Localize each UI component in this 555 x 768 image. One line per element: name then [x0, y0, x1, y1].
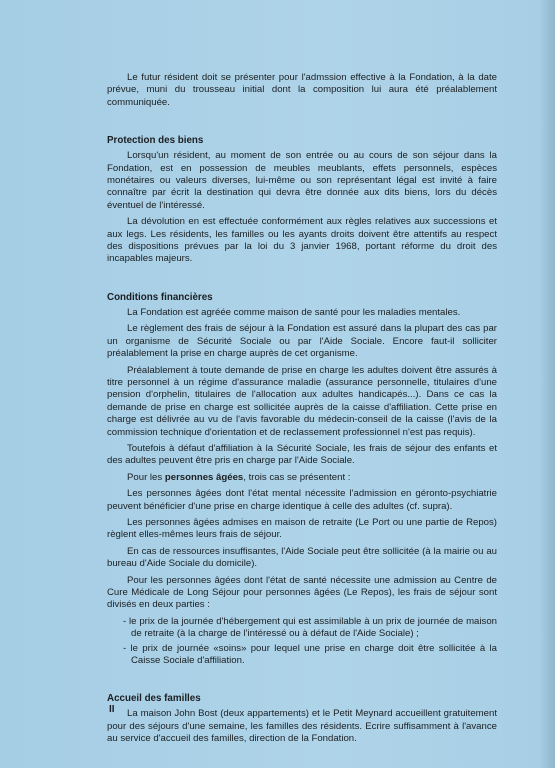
- text-span: Pour les: [127, 471, 165, 483]
- emphasis-personnes-agees: personnes âgées: [164, 471, 244, 483]
- conditions-paragraph-6: Les personnes âgées dont l'état mental nécessite l'admission en géronto-psychiatrie peuvent bénéficier d'une prise en charge identique à celle des adultes (cf. supra).: [107, 488, 497, 512]
- conditions-paragraph-9: Pour les personnes âgées dont l'état de santé nécessite une admission au Centre de Cure Médicale de Long Séjour pour personnes âgées (Le Repos), les frais de séjour sont divisés en deux parties :: [107, 574, 497, 611]
- conditions-paragraph-2: Le règlement des frais de séjour à la Fondation est assuré dans la plupart des cas par un organisme de Sécurité Sociale ou par l'Aide Sociale. Encore faut-il solliciter préalablement la prise en charge auprès de cet organisme.: [107, 323, 497, 360]
- spacer: [107, 671, 497, 693]
- fee-parts-list: [123, 616, 497, 668]
- section-title-accueil: Accueil des familles: [107, 693, 201, 705]
- spacer: [107, 113, 497, 135]
- section-title-protection: Protection des biens: [107, 135, 204, 147]
- conditions-paragraph-4: Toutefois à défaut d'affiliation à la Sécurité Sociale, les frais de séjour des enfants et des adultes peuvent être pris en charge par l'Aide Sociale.: [107, 442, 497, 467]
- protection-paragraph-1: Lorsqu'un résident, au moment de son entrée ou au cours de son séjour dans la Fondation, est en possession de meubles meublants, effets personnels, espèces monétaires ou valeurs diverses, lui-même ou son représentant légal est invité à faire connaître par écrit la destination qui devra être donnée aux dits biens, lors du décès éventuel de l'intéressé.: [107, 150, 497, 211]
- section-title-conditions: Conditions financières: [107, 291, 213, 303]
- conditions-paragraph-5: [107, 472, 497, 484]
- list-item: - le prix de journée «soins» pour lequel une prise en charge doit être sollicitée à la Caisse Sociale d'affiliation.: [123, 643, 497, 668]
- list-item: - le prix de la journée d'hébergement qui est assimilable à un prix de journée de maison de retraite (à la charge de l'intéressé ou à défaut de l'Aide Sociale) ;: [123, 616, 497, 641]
- intro-paragraph: Le futur résident doit se présenter pour l'admssion effective à la Fondation, à la date prévue, muni du trousseau initial dont la composition lui aura été préalablement communiquée.: [107, 72, 497, 108]
- conditions-paragraph-1: La Fondation est agréée comme maison de santé pour les maladies mentales.: [127, 306, 461, 318]
- document-body: [107, 72, 497, 750]
- spacer: [107, 270, 497, 292]
- conditions-paragraph-7: Les personnes âgées admises en maison de retraite (Le Port ou une partie de Repos) règlent elles-mêmes leurs frais de séjour.: [107, 516, 497, 541]
- protection-paragraph-2: La dévolution en est effectuée conformément aux règles relatives aux successions et aux legs. Les résidents, les familles ou les ayants droits doivent être attentifs au respect des dispositions prévues par la loi du 3 janvier 1968, portant réforme du droit des incapables majeurs.: [107, 216, 497, 265]
- page-edge-shadow: [539, 0, 555, 768]
- conditions-paragraph-3: Préalablement à toute demande de prise en charge les adultes doivent être assurés à titre personnel à un régime d'assurance maladie (assurance personnelle, titulaires d'une pension d'orphelin, titulaires de l'allocation aux adultes handicapés...). Dans ce cas la demande de prise en charge est sollicitée auprès de la caisse d'affiliation. Cette prise en charge est délivrée au vu de l'avis favorable du médecin-conseil de la caisse (l'avis de la commission technique d'orientation et de reclassement professionnel n'est pas requis).: [107, 364, 497, 438]
- page-number: II: [109, 704, 115, 715]
- accueil-paragraph-1: La maison John Bost (deux appartements) et le Petit Meynard accueillent gratuitement pour des séjours d'une semaine, les familles des résidents. Ecrire suffisamment à l'avance au service d'accueil des familles, direction de la Fondation.: [107, 708, 497, 745]
- conditions-paragraph-8: En cas de ressources insuffisantes, l'Aide Sociale peut être sollicitée (à la mairie ou au bureau d'Aide Sociale du domicile).: [107, 545, 497, 570]
- text-span: , trois cas se présentent :: [243, 471, 351, 483]
